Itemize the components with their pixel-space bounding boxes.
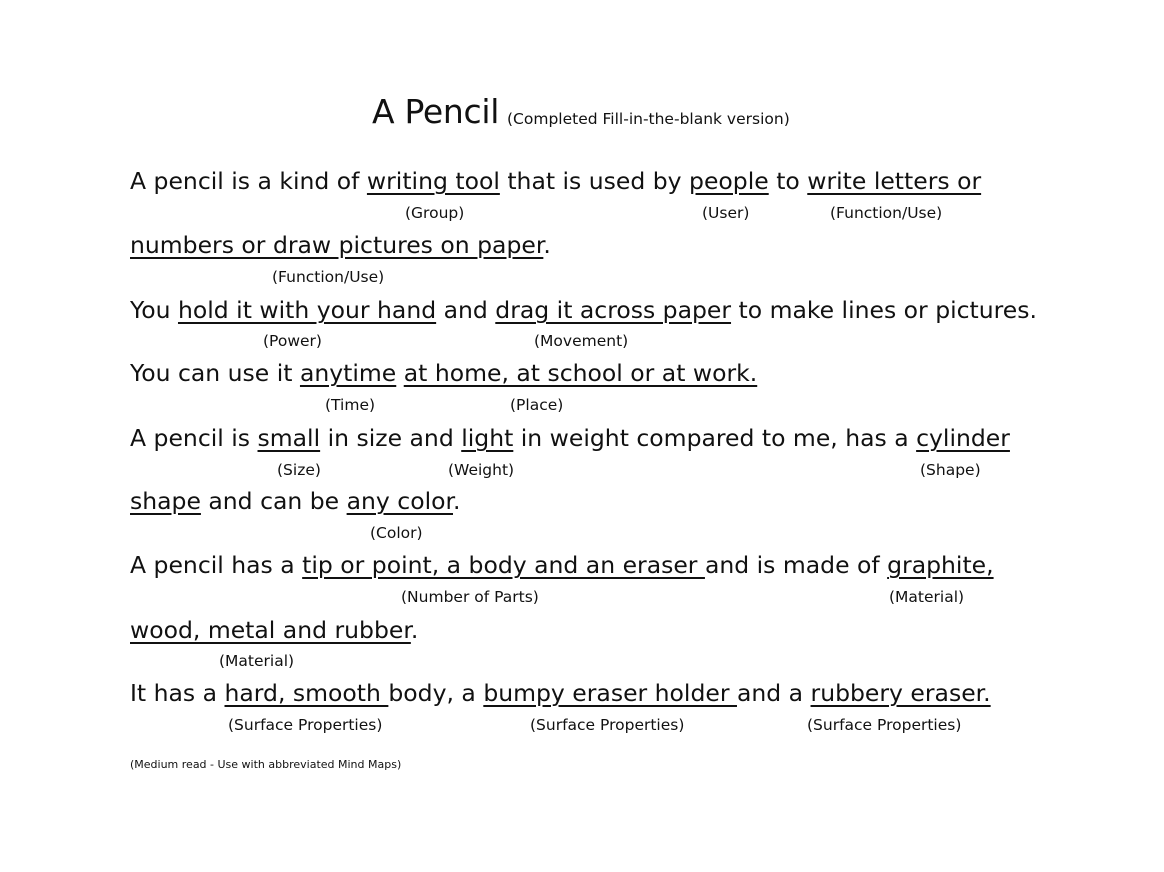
text: to make lines or pictures. [731,296,1037,324]
sentence-line-2 [130,231,551,259]
label-material: (Material) [889,588,965,606]
blank-answer: writing tool [366,167,500,195]
blank-answer: wood, metal and rubber [130,616,411,644]
label-shape: (Shape) [920,461,981,479]
text: . [453,487,461,515]
text: . [410,616,419,644]
blank-answer: people [689,167,769,195]
blank-answer: light [461,424,514,452]
page-title: A Pencil [372,92,500,131]
blank-answer: graphite, [887,551,994,579]
text: A pencil is a kind of [130,167,367,195]
sentence-line-7 [130,551,994,579]
label-surface-properties: (Surface Properties) [228,716,383,734]
blank-answer: tip or point, a body and an eraser [302,551,705,579]
label-size: (Size) [277,461,321,479]
text: in size and [320,424,462,452]
text: that is used by [499,167,690,195]
label-color: (Color) [370,524,423,542]
blank-answer: numbers or draw pictures on paper [130,231,544,259]
label-number-of-parts: (Number of Parts) [401,588,539,606]
sentence-line-4 [130,359,758,387]
text: and [436,296,496,324]
text: and is made of [704,551,888,579]
text: to [768,167,808,195]
blank-answer: small [257,424,321,452]
text: You can use it [130,359,300,387]
label-material: (Material) [219,652,295,670]
blank-answer: bumpy eraser holder [483,679,737,707]
text: in weight compared to me, has a [513,424,917,452]
label-surface-properties: (Surface Properties) [530,716,685,734]
label-surface-properties: (Surface Properties) [807,716,962,734]
text: It has a [130,679,225,707]
text: A pencil has a [130,551,303,579]
blank-answer: drag it across paper [495,296,732,324]
blank-answer: any color [346,487,453,515]
blank-answer: at home, at school or at work. [403,359,758,387]
text: A pencil is [130,424,258,452]
label-function-use: (Function/Use) [830,204,943,222]
sentence-line-3 [130,296,1037,324]
label-group: (Group) [405,204,465,222]
page-subtitle: (Completed Fill-in-the-blank version) [507,110,790,128]
blank-answer: cylinder [916,424,1010,452]
label-time: (Time) [325,396,376,414]
sentence-line-9 [130,679,991,707]
text [396,359,403,387]
footnote: (Medium read - Use with abbreviated Mind Maps) [130,758,402,771]
text: body, a [388,679,484,707]
blank-answer: rubbery eraser. [810,679,991,707]
sentence-line-5 [130,424,1010,452]
blank-answer: shape [130,487,201,515]
text: . [543,231,551,259]
label-user: (User) [702,204,750,222]
sentence-line-6 [130,487,461,515]
sentence-line-1 [130,167,982,195]
label-weight: (Weight) [448,461,515,479]
label-function-use: (Function/Use) [272,268,385,286]
text: You [130,296,178,324]
sentence-line-8 [130,616,419,644]
blank-answer: write letters or [807,167,982,195]
label-place: (Place) [510,396,564,414]
text: and can be [200,487,347,515]
blank-answer: hard, smooth [224,679,389,707]
blank-answer: hold it with your hand [177,296,437,324]
label-movement: (Movement) [534,332,629,350]
blank-answer: anytime [299,359,397,387]
label-power: (Power) [263,332,322,350]
text: and a [736,679,811,707]
